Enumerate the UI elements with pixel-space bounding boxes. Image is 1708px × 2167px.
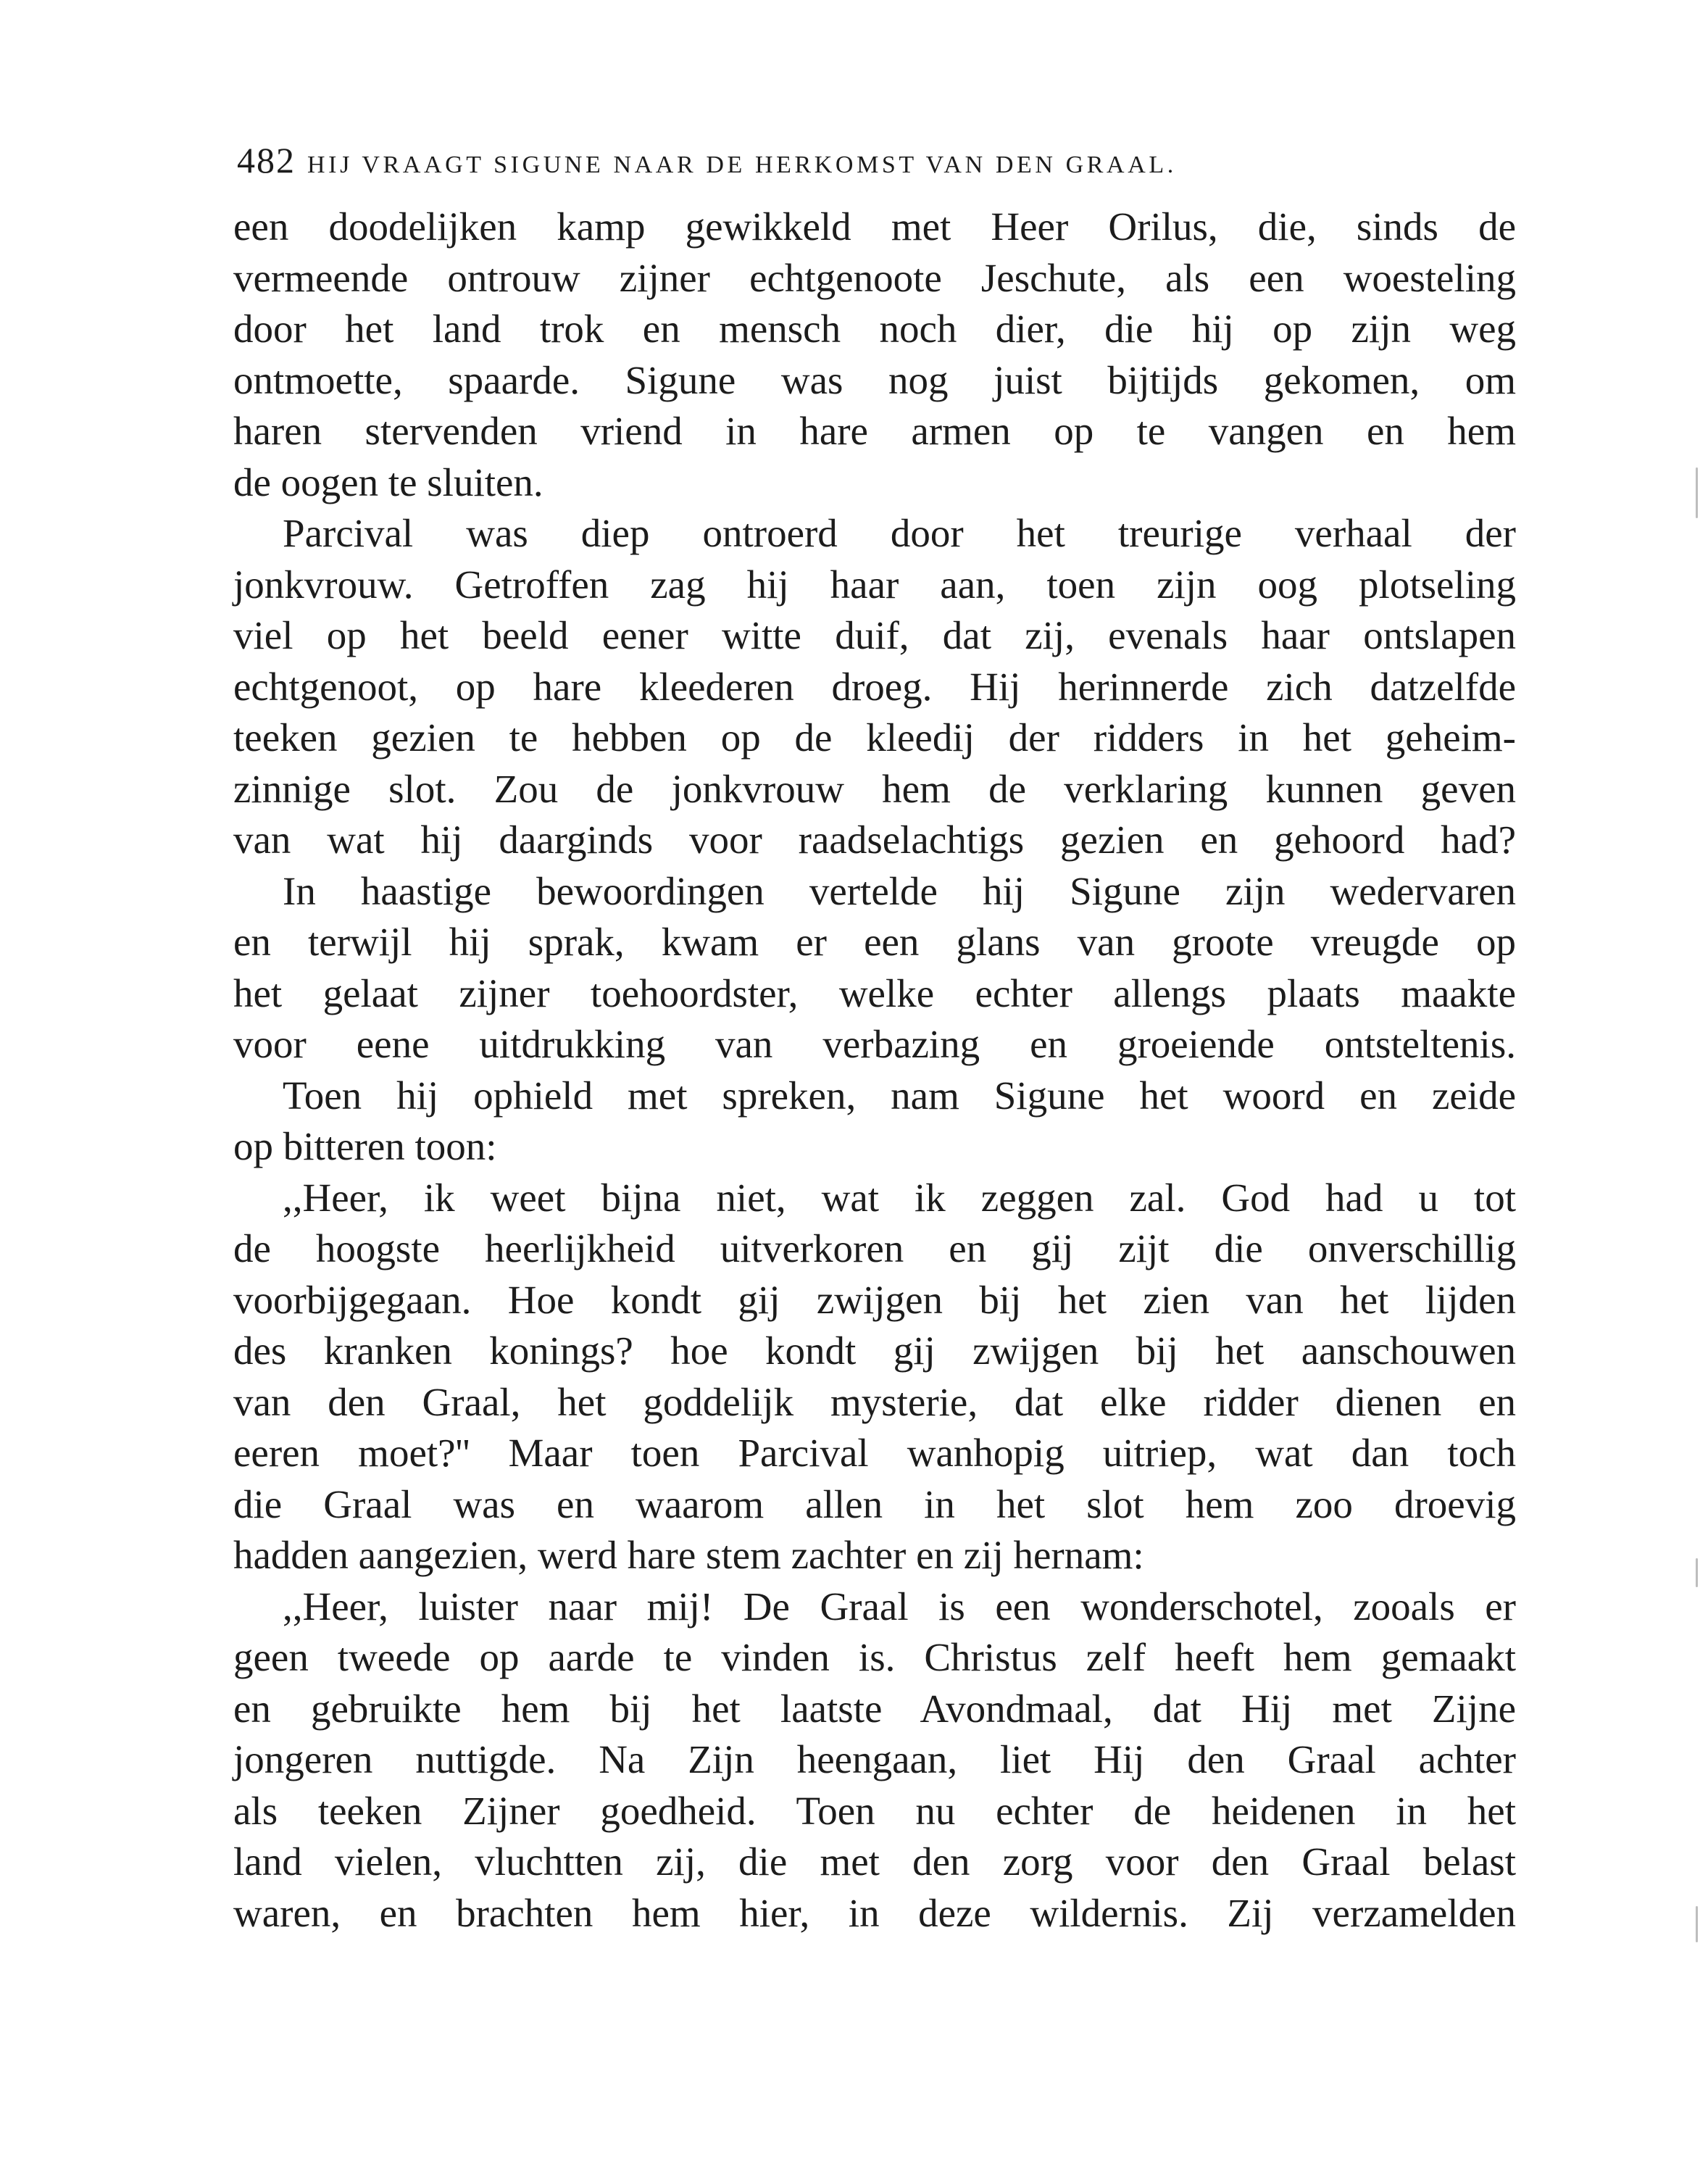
- text-line: die Graal was en waarom allen in het slot hem zoo droevig: [233, 1481, 1516, 1526]
- text-line: jongeren nuttigde. Na Zijn heengaan, liet Hij den Graal achter: [233, 1737, 1516, 1781]
- text-line: vermeende ontrouw zijner echtgenoote Jeschute, als een woesteling: [233, 255, 1516, 300]
- text-line: van wat hij daarginds voor raadselachtigs gezien en gehoord had?: [233, 818, 1516, 862]
- body-text: [233, 201, 1516, 1939]
- text-line: des kranken konings? hoe kondt gij zwijgen bij het aanschouwen: [233, 1328, 1516, 1373]
- text-line: hadden aangezien, werd hare stem zachter en zij hernam:: [233, 1533, 1144, 1577]
- text-line: ,,Heer, ik weet bijna niet, wat ik zeggen zal. God had u tot: [283, 1175, 1516, 1220]
- text-line: en terwijl hij sprak, kwam er een glans van groote vreugde op: [233, 920, 1516, 964]
- text-line: In haastige bewoordingen vertelde hij Sigune zijn wedervaren: [283, 868, 1516, 913]
- text-line: ontmoette, spaarde. Sigune was nog juist bijtijds gekomen, om: [233, 357, 1516, 402]
- text-line: als teeken Zijner goedheid. Toen nu echter de heidenen in het: [233, 1788, 1516, 1833]
- text-line: Parcival was diep ontroerd door het treurige verhaal der: [283, 511, 1516, 555]
- text-line: jonkvrouw. Getroffen zag hij haar aan, toen zijn oog plotseling: [233, 562, 1516, 607]
- scan-edge-mark: [1696, 1558, 1698, 1587]
- text-line: land vielen, vluchtten zij, die met den zorg voor den Graal belast: [233, 1839, 1516, 1884]
- text-line: door het land trok en mensch noch dier, die hij op zijn weg: [233, 307, 1516, 351]
- text-line: teeken gezien te hebben op de kleedij der ridders in het geheim-: [233, 715, 1516, 760]
- text-line: viel op het beeld eener witte duif, dat zij, evenals haar ontslapen: [233, 613, 1516, 657]
- text-line: de oogen te sluiten.: [233, 459, 543, 504]
- text-line: haren stervenden vriend in hare armen op te vangen en hem: [233, 409, 1516, 453]
- text-line: de hoogste heerlijkheid uitverkoren en gij zijt die onverschillig: [233, 1226, 1516, 1270]
- text-line: eeren moet?'' Maar toen Parcival wanhopig uitriep, wat dan toch: [233, 1431, 1516, 1475]
- text-line: waren, en brachten hem hier, in deze wildernis. Zij verzamelden: [233, 1890, 1516, 1935]
- text-line: het gelaat zijner toehoordster, welke echter allengs plaats maakte: [233, 970, 1516, 1015]
- text-line: van den Graal, het goddelijk mysterie, dat elke ridder dienen en: [233, 1379, 1516, 1424]
- text-line: een doodelijken kamp gewikkeld met Heer Orilus, die, sinds de: [233, 204, 1516, 249]
- scan-edge-mark: [1696, 1906, 1698, 1942]
- text-line: voor eene uitdrukking van verbazing en groeiende ontsteltenis.: [233, 1022, 1516, 1066]
- text-line: zinnige slot. Zou de jonkvrouw hem de verklaring kunnen geven: [233, 766, 1516, 811]
- scan-edge-mark: [1696, 467, 1698, 518]
- page-number: 482: [237, 140, 296, 180]
- text-line: op bitteren toon:: [233, 1124, 497, 1168]
- text-line: en gebruikte hem bij het laatste Avondmaal, dat Hij met Zijne: [233, 1686, 1516, 1731]
- text-line: ,,Heer, luister naar mij! De Graal is een wonderschotel, zooals er: [283, 1584, 1516, 1629]
- text-line: voorbijgegaan. Hoe kondt gij zwijgen bij het zien van het lijden: [233, 1277, 1516, 1322]
- chapter-running-title: HIJ VRAAGT SIGUNE NAAR DE HERKOMST VAN DEN GRAAL.: [307, 151, 1177, 178]
- text-line: geen tweede op aarde te vinden is. Christus zelf heeft hem gemaakt: [233, 1635, 1516, 1679]
- text-line: echtgenoot, op hare kleederen droeg. Hij herinnerde zich datzelfde: [233, 664, 1516, 709]
- running-head: [237, 139, 1512, 190]
- text-line: Toen hij ophield met spreken, nam Sigune het woord en zeide: [283, 1073, 1516, 1118]
